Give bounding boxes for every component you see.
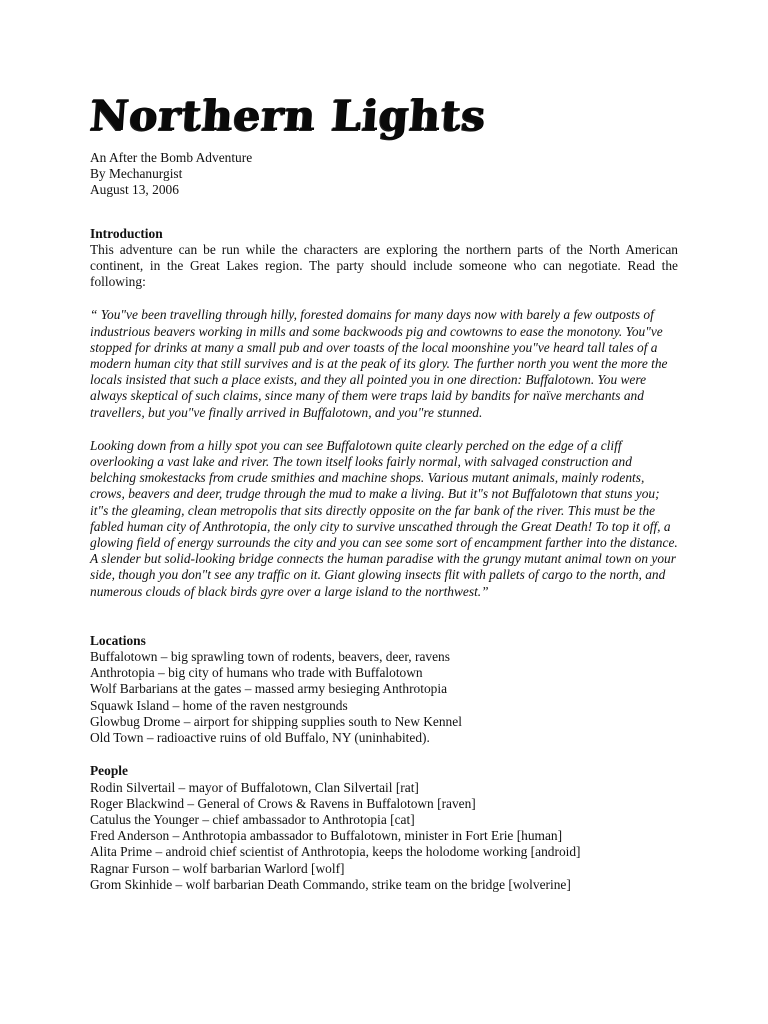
introduction-section xyxy=(90,226,678,600)
people-heading: People xyxy=(90,763,128,779)
introduction-body: This adventure can be run while the characters are exploring the northern parts of the North American continent, in the Great Lakes region. The party should include someone who can negotiate. Read the following: xyxy=(90,241,678,290)
location-item: Old Town – radioactive ruins of old Buffalo, NY (uninhabited). xyxy=(90,730,430,746)
location-item: Buffalotown – big sprawling town of rodents, beavers, deer, ravens xyxy=(90,649,450,665)
document-meta xyxy=(90,150,678,199)
person-item: Alita Prime – android chief scientist of Anthrotopia, keeps the holodome working [android] xyxy=(90,844,581,860)
location-item: Wolf Barbarians at the gates – massed army besieging Anthrotopia xyxy=(90,681,448,697)
document-title: Northern Lights xyxy=(88,91,488,140)
subtitle: An After the Bomb Adventure xyxy=(90,150,253,165)
locations-heading: Locations xyxy=(90,632,146,648)
person-item: Roger Blackwind – General of Crows & Ravens in Buffalotown [raven] xyxy=(90,795,476,811)
location-item: Squawk Island – home of the raven nestgrounds xyxy=(90,697,348,713)
person-item: Ragnar Furson – wolf barbarian Warlord [wolf] xyxy=(90,860,345,876)
person-item: Fred Anderson – Anthrotopia ambassador to Buffalotown, minister in Fort Erie [human] xyxy=(90,828,563,844)
locations-section xyxy=(90,633,678,746)
person-item: Rodin Silvertail – mayor of Buffalotown, Clan Silvertail [rat] xyxy=(90,779,419,795)
introduction-heading: Introduction xyxy=(90,225,163,241)
location-item: Glowbug Drome – airport for shipping supplies south to New Kennel xyxy=(90,713,462,729)
person-item: Catulus the Younger – chief ambassador to Anthrotopia [cat] xyxy=(90,811,415,827)
location-item: Anthrotopia – big city of humans who trade with Buffalotown xyxy=(90,665,423,681)
person-item: Grom Skinhide – wolf barbarian Death Commando, strike team on the bridge [wolverine] xyxy=(90,876,571,892)
byline: By Mechanurgist xyxy=(90,166,183,182)
people-section xyxy=(90,763,678,893)
read-aloud-paragraph-1: “ You"ve been travelling through hilly, forested domains for many days now with barely a few outposts of industrious beavers working in mills and some backwoods pig and cowtowns to ease the monotony. You"ve stopped for drinks at many a small pub and over toasts of the local moonshine you"ve heard tall tales of a modern human city that still survives and is at the peak of its glory. The further north you went the more the locals insisted that such a place exists, and they all pointed you in one direction: Buffalotown. You were always skeptical of such claims, since many of them were traps laid by bandits for naïve merchants and travellers, but you"ve finally arrived in Buffalotown, and you"re stunned. xyxy=(90,307,668,420)
document-page xyxy=(90,92,678,893)
read-aloud-paragraph-2: Looking down from a hilly spot you can see Buffalotown quite clearly perched on the edge of a cliff overlooking a vast lake and river. The town itself looks fairly normal, with salvaged construction and belching smokestacks from crude smithies and machine shops. Various mutant animals, mainly rodents, crows, beavers and deer, trudge through the mud to make a living. But it"s not Buffalotown that stuns you; it"s the gleaming, clean metropolis that sits directly opposite on the far bank of the river. This must be the fabled human city of Anthrotopia, the only city to survive unscathed through the Great Death! To top it off, a glowing field of energy surrounds the city and you can see some sort of encampment farther into the distance. A slender but solid-looking bridge connects the human paradise with the grungy mutant animal town on your side, though you don"t see any traffic on it. Giant glowing insects flit with pallets of cargo to the north, and numerous clouds of black birds gyre over a large island to the northwest.” xyxy=(90,437,678,599)
date: August 13, 2006 xyxy=(90,182,179,198)
